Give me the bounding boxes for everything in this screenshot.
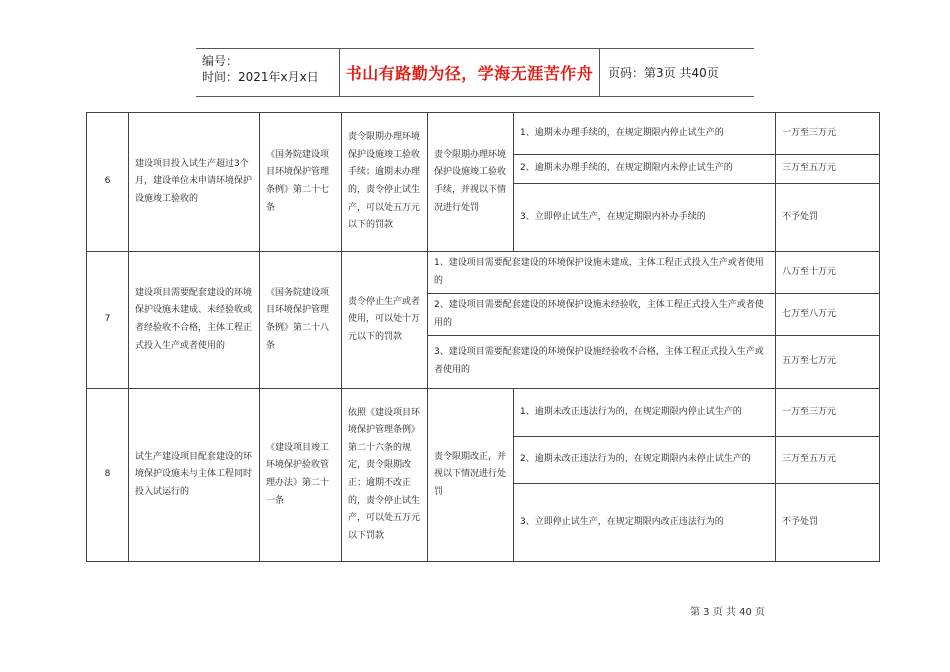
circumstance-item: 3、立即停止试生产，在规定期限内补办手续的 <box>514 184 776 252</box>
header-meta <box>196 49 340 96</box>
circumstance-item: 2、建设项目需要配套建设的环境保护设施未经验收，主体工程正式投入生产或者使用的 <box>428 294 776 336</box>
header-time-label: 时间：2021年x月x日 <box>202 70 319 84</box>
penalty-amount: 三万至五万元 <box>776 437 880 484</box>
row-number: 8 <box>87 389 129 562</box>
header-page-cell <box>600 49 754 96</box>
penalty-amount: 不予处罚 <box>776 184 880 252</box>
table-row <box>87 113 880 155</box>
violation-situation: 建设项目需要配套建设的环境保护设施未建成、未经验收或者经验收不合格，主体工程正式投入生产或者使用的 <box>129 252 260 389</box>
penalty-amount: 不予处罚 <box>776 484 880 562</box>
circumstance-item: 1、逾期未办理手续的，在规定期限内停止试生产的 <box>514 113 776 155</box>
circumstance-item: 3、立即停止试生产，在规定期限内改正违法行为的 <box>514 484 776 562</box>
page-header <box>196 48 754 97</box>
penalty-amount: 七万至八万元 <box>776 294 880 336</box>
table-row <box>87 252 880 294</box>
legal-basis: 《建设项目竣工环境保护验收管理办法》第二十一条 <box>260 389 342 562</box>
circumstance-item: 1、逾期未改正违法行为的，在规定期限内停止试生产的 <box>514 389 776 437</box>
penalty-amount: 一万至三万元 <box>776 113 880 155</box>
penalty-provision: 责令限期办理环境保护设施竣工验收手续；逾期未办理的，责令停止试生产，可以处五万元以下的罚款 <box>342 113 428 252</box>
penalty-amount: 五万至七万元 <box>776 336 880 389</box>
penalty-condition: 责令限期办理环境保护设施竣工验收手续，并视以下情况进行处罚 <box>428 113 514 252</box>
penalty-provision: 依照《建设项目环境保护管理条例》第二十六条的规定，责令限期改正；逾期不改正的，责令停止试生产，可以处五万元以下罚款 <box>342 389 428 562</box>
penalty-condition: 责令限期改正，并视以下情况进行处罚 <box>428 389 514 562</box>
violation-situation: 试生产建设项目配套建设的环境保护设施未与主体工程同时投入试运行的 <box>129 389 260 562</box>
circumstance-item: 2、逾期未办理手续的，在规定期限内未停止试生产的 <box>514 155 776 184</box>
row-number: 7 <box>87 252 129 389</box>
penalty-amount: 一万至三万元 <box>776 389 880 437</box>
penalty-amount: 八万至十万元 <box>776 252 880 294</box>
penalty-amount: 三万至五万元 <box>776 155 880 184</box>
header-motto: 书山有路勤为径，学海无涯苦作舟 <box>345 64 594 83</box>
legal-basis: 《国务院建设项目环境保护管理条例》第二十八条 <box>260 252 342 389</box>
header-motto-cell <box>340 49 600 96</box>
violation-situation: 建设项目投入试生产超过3个月，建设单位未申请环境保护设施竣工验收的 <box>129 113 260 252</box>
page-footer: 第 3 页 共 40 页 <box>690 607 765 618</box>
legal-basis: 《国务院建设项目环境保护管理条例》第二十七条 <box>260 113 342 252</box>
header-number-label: 编号： <box>202 54 239 68</box>
penalty-table <box>86 112 880 562</box>
row-number: 6 <box>87 113 129 252</box>
header-page-label: 页码：第3页 共40页 <box>608 66 719 80</box>
penalty-provision: 责令停止生产或者使用，可以处十万元以下的罚款 <box>342 252 428 389</box>
table-row <box>87 389 880 437</box>
circumstance-item: 2、逾期未改正违法行为的，在规定期限内未停止试生产的 <box>514 437 776 484</box>
circumstance-item: 3、建设项目需要配套建设的环境保护设施经验收不合格，主体工程正式投入生产或者使用的 <box>428 336 776 389</box>
circumstance-item: 1、建设项目需要配套建设的环境保护设施未建成，主体工程正式投入生产或者使用的 <box>428 252 776 294</box>
